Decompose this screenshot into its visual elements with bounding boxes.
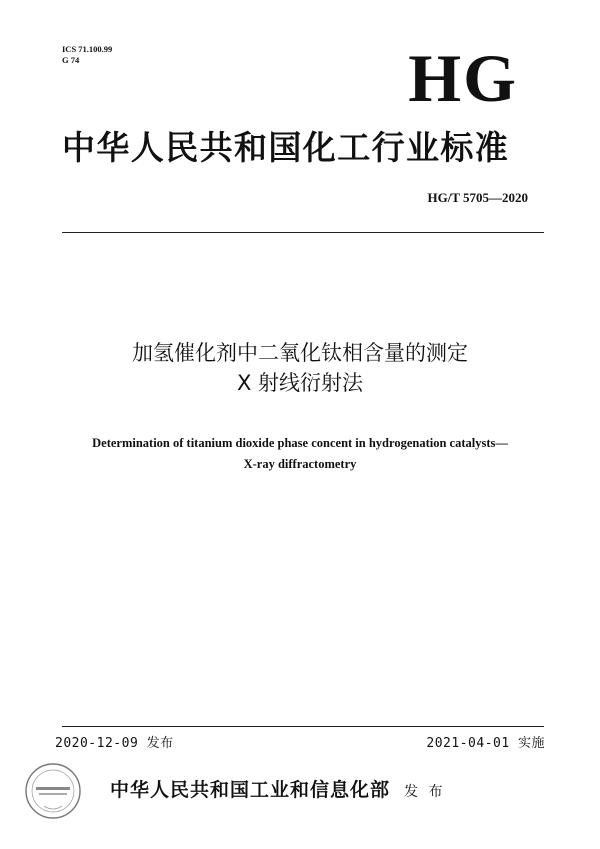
- stamp-seal-icon: [22, 760, 84, 822]
- chinese-title: [0, 338, 600, 398]
- implementation-date: 2021-04-01 实施: [426, 736, 545, 751]
- ics-code: ICS 71.100.99: [62, 44, 113, 54]
- english-title-line1: Determination of titanium dioxide phase concent in hydrogenation catalysts—: [92, 436, 508, 450]
- chinese-title-line2: X 射线衍射法: [236, 371, 364, 395]
- bottom-divider: [62, 726, 544, 727]
- hg-logo: HG: [408, 40, 518, 116]
- english-title: [0, 433, 600, 475]
- classification-code: G 74: [62, 55, 80, 65]
- english-title-line2: X-ray diffractometry: [243, 457, 357, 471]
- publisher-line: [110, 775, 445, 802]
- classification-codes: [62, 44, 112, 66]
- publisher-name: 中华人民共和国工业和信息化部: [110, 779, 391, 801]
- publisher-verb: 发 布: [404, 784, 446, 800]
- standard-number: HG/T 5705—2020: [427, 190, 528, 205]
- top-divider: [62, 232, 544, 233]
- chinese-title-line1: 加氢催化剂中二氧化钛相含量的测定: [132, 341, 468, 365]
- issue-date: 2020-12-09 发布: [55, 736, 174, 751]
- standard-type-title: 中华人民共和国化工行业标准: [62, 128, 510, 167]
